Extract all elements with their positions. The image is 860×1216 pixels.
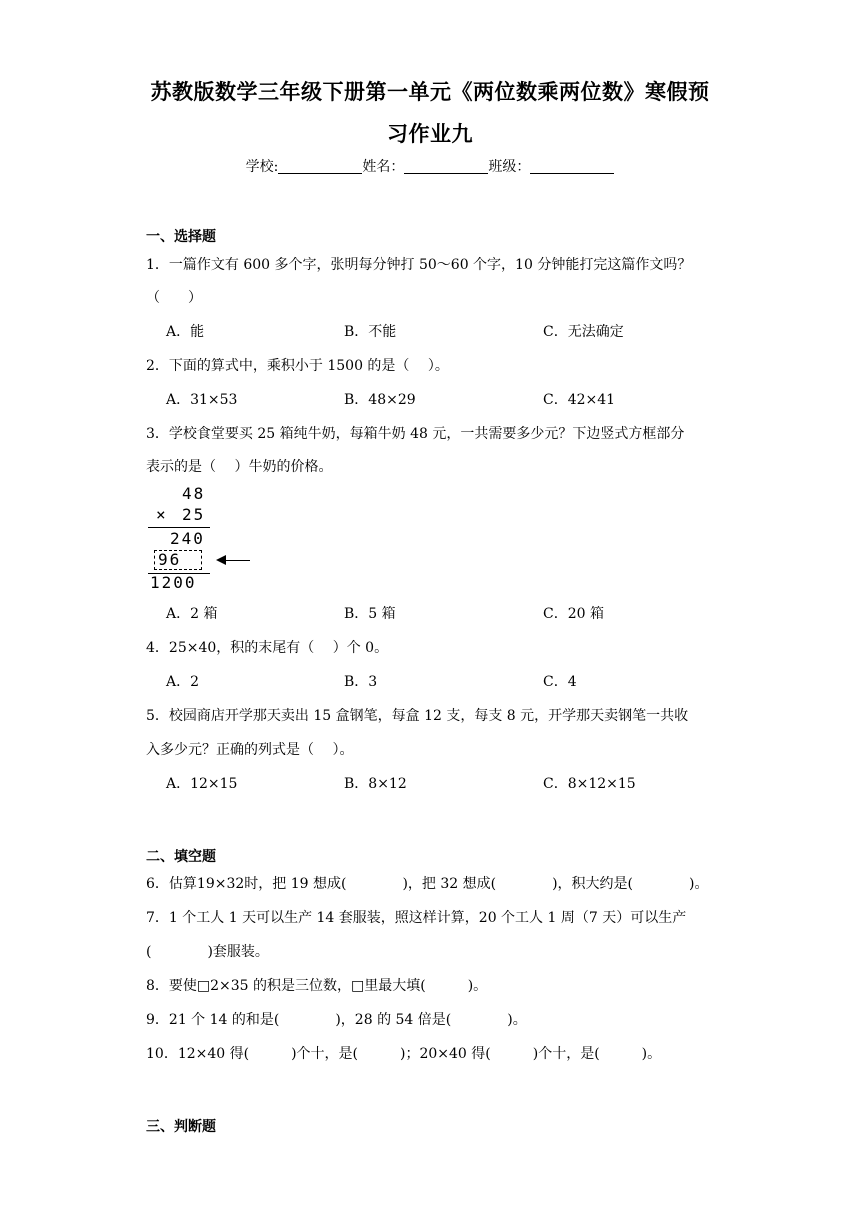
question-3-text-cont: 表示的是（ ）牛奶的价格。 — [146, 459, 333, 475]
question-1-text: 1．一篇作文有 600 多个字，张明每分钟打 50～60 个字，10 分钟能打完这篇作文吗？ — [146, 257, 692, 273]
calc-partial-product-1: 240 — [170, 529, 205, 548]
class-label: 班级： — [488, 159, 531, 175]
question-5-option-a[interactable]: A．12×15 — [166, 776, 238, 792]
question-1-option-a[interactable]: A．能 — [166, 324, 205, 340]
calc-multiplier: 25 — [182, 505, 206, 524]
question-10-text: 10．12×40 得( )个十，是( )；20×40 得( )个十，是( )。 — [146, 1046, 662, 1062]
school-blank[interactable] — [278, 159, 362, 174]
question-3-option-c[interactable]: C．20 箱 — [543, 606, 604, 622]
question-2-text: 2．下面的算式中，乘积小于 1500 的是（ ）。 — [146, 358, 449, 374]
question-4-option-c[interactable]: C．4 — [543, 674, 577, 690]
name-label: 姓名： — [362, 159, 405, 175]
name-blank[interactable] — [404, 159, 488, 174]
calc-partial-product-2: 96 — [158, 550, 182, 569]
question-3-option-a[interactable]: A．2 箱 — [166, 606, 218, 622]
question-3-option-b[interactable]: B．5 箱 — [344, 606, 396, 622]
question-3-text: 3．学校食堂要买 25 箱纯牛奶，每箱牛奶 48 元，一共需要多少元？下边竖式方框部分 — [146, 426, 685, 442]
calc-product: 1200 — [150, 573, 197, 592]
calc-times-sign: × — [156, 505, 168, 524]
question-2-option-c[interactable]: C．42×41 — [543, 392, 616, 408]
question-2-option-b[interactable]: B．48×29 — [344, 392, 416, 408]
question-1-answer-paren: （ ） — [146, 290, 202, 306]
question-7-text: 7．1 个工人 1 天可以生产 14 套服装，照这样计算，20 个工人 1 周（7 天）可以生产 — [146, 910, 687, 926]
question-4-text: 4．25×40，积的末尾有（ ）个 0。 — [146, 640, 389, 656]
question-4-option-a[interactable]: A．2 — [166, 674, 200, 690]
school-label: 学校: — [245, 159, 279, 175]
question-2-option-a[interactable]: A．31×53 — [166, 392, 238, 408]
question-5-text-cont: 入多少元？正确的列式是（ ）。 — [146, 742, 354, 758]
calc-rule-1 — [148, 527, 210, 528]
question-8-text: 8．要使□2×35 的积是三位数，□里最大填( )。 — [146, 978, 488, 994]
question-7-text-cont: ( )套服装。 — [146, 944, 269, 960]
question-1-option-c[interactable]: C．无法确定 — [543, 324, 624, 340]
vertical-multiplication-figure — [146, 484, 266, 594]
question-5-option-b[interactable]: B．8×12 — [344, 776, 407, 792]
question-6-text: 6．估算19×32时，把 19 想成( )，把 32 想成( )，积大约是( )。 — [146, 876, 709, 892]
student-info-row — [0, 156, 860, 176]
calc-multiplicand: 48 — [182, 484, 206, 503]
section-heading-fill-blank: 二、填空题 — [146, 849, 216, 865]
arrow-shaft — [224, 560, 250, 561]
worksheet-title-line1: 苏教版数学三年级下册第一单元《两位数乘两位数》寒假预 — [150, 80, 710, 104]
question-5-text: 5．校园商店开学那天卖出 15 盒钢笔，每盒 12 支，每支 8 元，开学那天卖钢笔一共收 — [146, 708, 689, 724]
class-blank[interactable] — [530, 159, 614, 174]
question-5-option-c[interactable]: C．8×12×15 — [543, 776, 636, 792]
worksheet-title-line2: 习作业九 — [387, 122, 473, 146]
question-4-option-b[interactable]: B．3 — [344, 674, 378, 690]
section-heading-choice: 一、选择题 — [146, 229, 216, 245]
question-1-option-b[interactable]: B．不能 — [344, 324, 397, 340]
question-9-text: 9．21 个 14 的和是( )，28 的 54 倍是( )。 — [146, 1012, 527, 1028]
section-heading-true-false: 三、判断题 — [146, 1119, 216, 1135]
